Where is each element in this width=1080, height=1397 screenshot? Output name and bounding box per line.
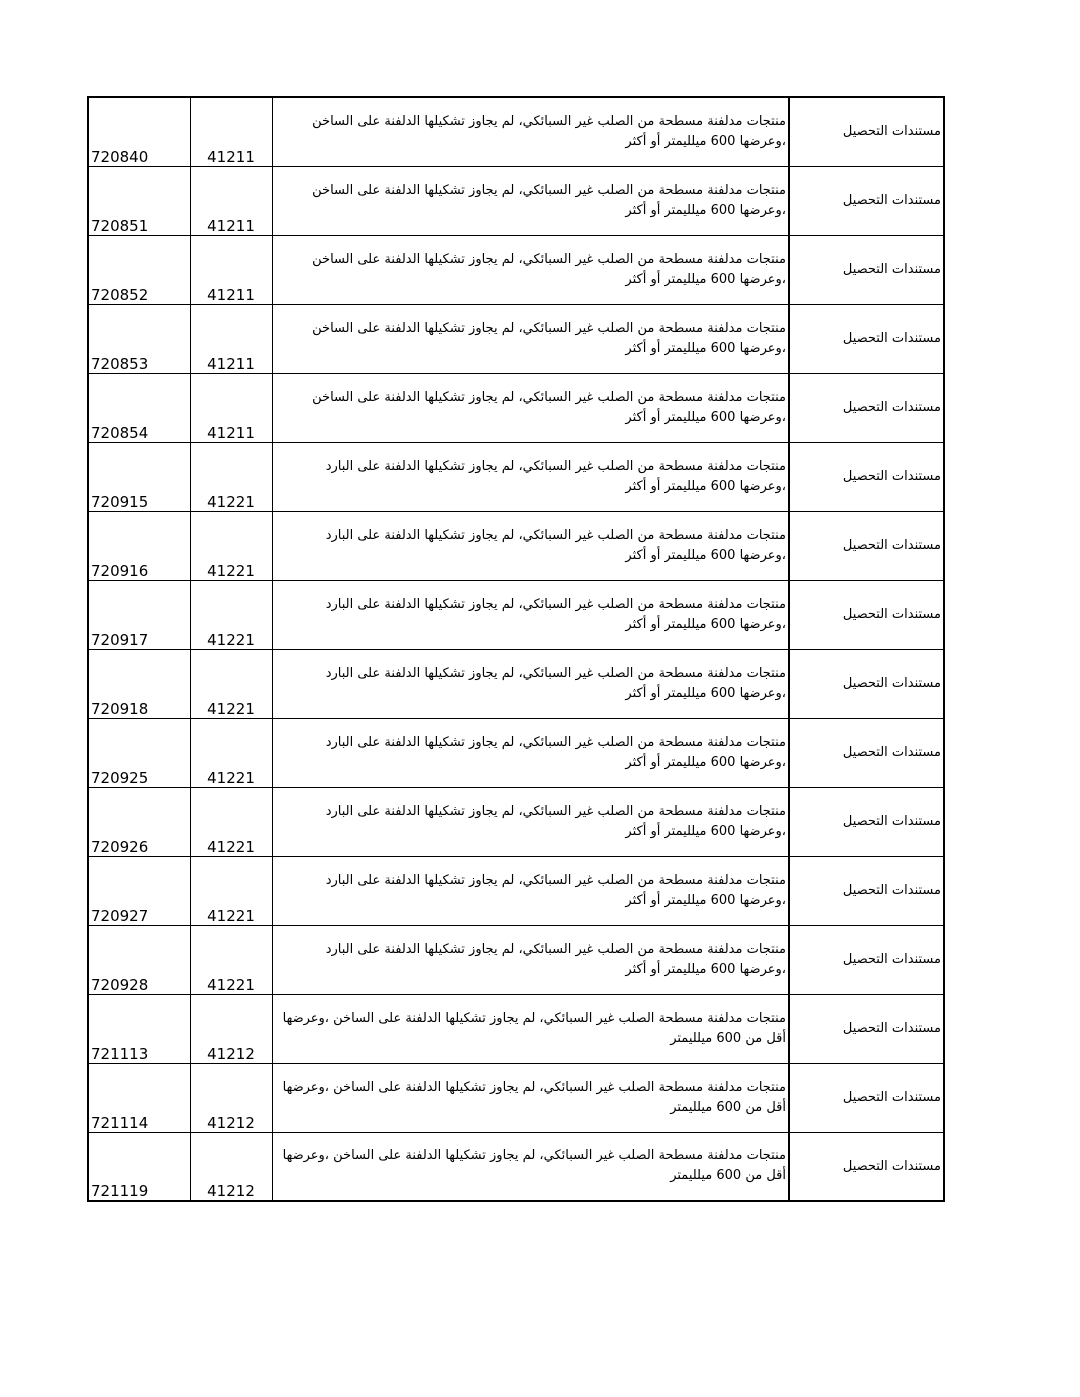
- payment-method-cell: مستندات التحصيل: [789, 925, 944, 994]
- classification-code-cell: 41221: [190, 511, 272, 580]
- classification-code-cell: 41221: [190, 856, 272, 925]
- description-cell: منتجات مدلفنة مسطحة من الصلب غير السبائكي، لم يجاوز تشكيلها الدلفنة على البارد ،وعرضها 600 ميلليمتر أو أكثر: [272, 925, 789, 994]
- description-cell: منتجات مدلفنة مسطحة الصلب غير السبائكي، لم يجاوز تشكيلها الدلفنة على الساخن ،وعرضها أقل من 600 ميلليمتر: [272, 1063, 789, 1132]
- hs-code-cell: 720854: [88, 373, 190, 442]
- payment-method-cell: مستندات التحصيل: [789, 649, 944, 718]
- classification-code-cell: 41221: [190, 925, 272, 994]
- classification-code-cell: 41211: [190, 166, 272, 235]
- payment-method-cell: مستندات التحصيل: [789, 787, 944, 856]
- description-cell: منتجات مدلفنة مسطحة من الصلب غير السبائكي، لم يجاوز تشكيلها الدلفنة على الساخن ،وعرضها 600 ميلليمتر أو أكثر: [272, 166, 789, 235]
- classification-code-cell: 41211: [190, 373, 272, 442]
- description-cell: منتجات مدلفنة مسطحة من الصلب غير السبائكي، لم يجاوز تشكيلها الدلفنة على البارد ،وعرضها 600 ميلليمتر أو أكثر: [272, 856, 789, 925]
- description-cell: منتجات مدلفنة مسطحة من الصلب غير السبائكي، لم يجاوز تشكيلها الدلفنة على البارد ،وعرضها 600 ميلليمتر أو أكثر: [272, 580, 789, 649]
- hs-code-cell: 720851: [88, 166, 190, 235]
- description-cell: منتجات مدلفنة مسطحة الصلب غير السبائكي، لم يجاوز تشكيلها الدلفنة على الساخن ،وعرضها أقل من 600 ميلليمتر: [272, 994, 789, 1063]
- payment-method-cell: مستندات التحصيل: [789, 994, 944, 1063]
- table-row: [88, 235, 944, 304]
- table-row: [88, 373, 944, 442]
- description-cell: منتجات مدلفنة مسطحة من الصلب غير السبائكي، لم يجاوز تشكيلها الدلفنة على الساخن ،وعرضها 600 ميلليمتر أو أكثر: [272, 97, 789, 166]
- payment-method-cell: مستندات التحصيل: [789, 511, 944, 580]
- description-cell: منتجات مدلفنة مسطحة من الصلب غير السبائكي، لم يجاوز تشكيلها الدلفنة على البارد ،وعرضها 600 ميلليمتر أو أكثر: [272, 442, 789, 511]
- classification-code-cell: 41211: [190, 235, 272, 304]
- table-row: [88, 580, 944, 649]
- table-row: [88, 97, 944, 166]
- classification-code-cell: 41221: [190, 649, 272, 718]
- payment-method-cell: مستندات التحصيل: [789, 442, 944, 511]
- hs-code-cell: 720925: [88, 718, 190, 787]
- hs-code-cell: 720916: [88, 511, 190, 580]
- table-row: [88, 1063, 944, 1132]
- table-row: [88, 1132, 944, 1201]
- description-cell: منتجات مدلفنة مسطحة من الصلب غير السبائكي، لم يجاوز تشكيلها الدلفنة على الساخن ،وعرضها 600 ميلليمتر أو أكثر: [272, 304, 789, 373]
- classification-code-cell: 41221: [190, 787, 272, 856]
- table-row: [88, 718, 944, 787]
- table-row: [88, 649, 944, 718]
- payment-method-cell: مستندات التحصيل: [789, 304, 944, 373]
- description-cell: منتجات مدلفنة مسطحة الصلب غير السبائكي، لم يجاوز تشكيلها الدلفنة على الساخن ،وعرضها أقل من 600 ميلليمتر: [272, 1132, 789, 1201]
- hs-code-cell: 720917: [88, 580, 190, 649]
- payment-method-cell: مستندات التحصيل: [789, 1063, 944, 1132]
- hs-code-cell: 720927: [88, 856, 190, 925]
- payment-method-cell: مستندات التحصيل: [789, 1132, 944, 1201]
- table-body: [88, 97, 944, 1201]
- payment-method-cell: مستندات التحصيل: [789, 166, 944, 235]
- classification-code-cell: 41212: [190, 1132, 272, 1201]
- table-row: [88, 856, 944, 925]
- table-row: [88, 166, 944, 235]
- payment-method-cell: مستندات التحصيل: [789, 580, 944, 649]
- hs-code-cell: 721113: [88, 994, 190, 1063]
- hs-code-cell: 720853: [88, 304, 190, 373]
- table-row: [88, 994, 944, 1063]
- table-row: [88, 787, 944, 856]
- description-cell: منتجات مدلفنة مسطحة من الصلب غير السبائكي، لم يجاوز تشكيلها الدلفنة على الساخن ،وعرضها 600 ميلليمتر أو أكثر: [272, 373, 789, 442]
- table-row: [88, 511, 944, 580]
- hs-code-cell: 721114: [88, 1063, 190, 1132]
- classification-code-cell: 41221: [190, 580, 272, 649]
- hs-code-cell: 720928: [88, 925, 190, 994]
- payment-method-cell: مستندات التحصيل: [789, 235, 944, 304]
- classification-code-cell: 41221: [190, 442, 272, 511]
- hs-code-cell: 720926: [88, 787, 190, 856]
- table-row: [88, 304, 944, 373]
- description-cell: منتجات مدلفنة مسطحة من الصلب غير السبائكي، لم يجاوز تشكيلها الدلفنة على البارد ،وعرضها 600 ميلليمتر أو أكثر: [272, 649, 789, 718]
- table-row: [88, 442, 944, 511]
- description-cell: منتجات مدلفنة مسطحة من الصلب غير السبائكي، لم يجاوز تشكيلها الدلفنة على الساخن ،وعرضها 600 ميلليمتر أو أكثر: [272, 235, 789, 304]
- payment-method-cell: مستندات التحصيل: [789, 718, 944, 787]
- classification-code-cell: 41212: [190, 994, 272, 1063]
- payment-method-cell: مستندات التحصيل: [789, 373, 944, 442]
- hs-code-cell: 720918: [88, 649, 190, 718]
- description-cell: منتجات مدلفنة مسطحة من الصلب غير السبائكي، لم يجاوز تشكيلها الدلفنة على البارد ،وعرضها 600 ميلليمتر أو أكثر: [272, 787, 789, 856]
- table-row: [88, 925, 944, 994]
- hs-code-cell: 720915: [88, 442, 190, 511]
- tariff-table: [87, 96, 945, 1202]
- classification-code-cell: 41221: [190, 718, 272, 787]
- hs-code-cell: 720852: [88, 235, 190, 304]
- description-cell: منتجات مدلفنة مسطحة من الصلب غير السبائكي، لم يجاوز تشكيلها الدلفنة على البارد ،وعرضها 600 ميلليمتر أو أكثر: [272, 511, 789, 580]
- classification-code-cell: 41212: [190, 1063, 272, 1132]
- payment-method-cell: مستندات التحصيل: [789, 856, 944, 925]
- classification-code-cell: 41211: [190, 304, 272, 373]
- description-cell: منتجات مدلفنة مسطحة من الصلب غير السبائكي، لم يجاوز تشكيلها الدلفنة على البارد ،وعرضها 600 ميلليمتر أو أكثر: [272, 718, 789, 787]
- hs-code-cell: 721119: [88, 1132, 190, 1201]
- payment-method-cell: مستندات التحصيل: [789, 97, 944, 166]
- classification-code-cell: 41211: [190, 97, 272, 166]
- hs-code-cell: 720840: [88, 97, 190, 166]
